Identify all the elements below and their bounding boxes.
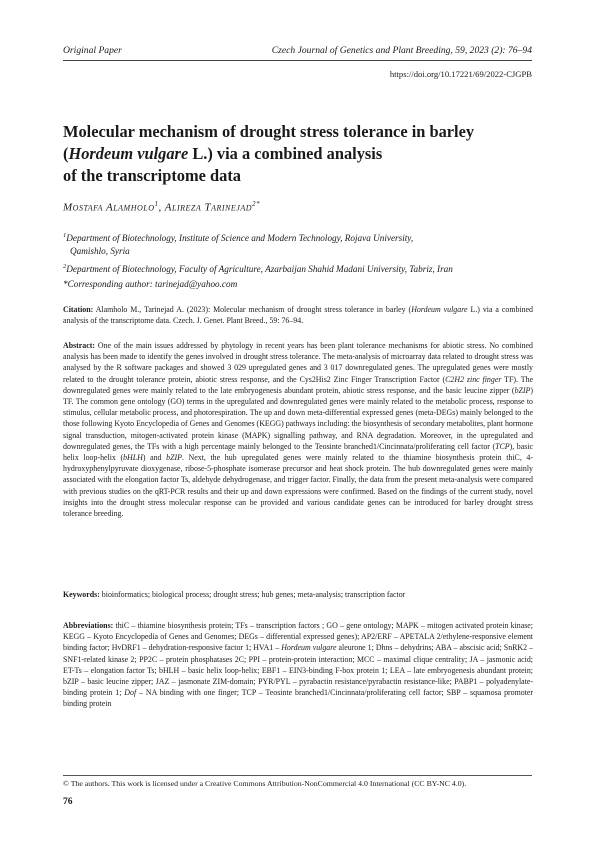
abbreviations-text-3: – NA binding with one finger; TCP – Teosinte branched1/Cincinnata/proliferating cell factor; SBP – squamosa promoter binding protein <box>63 688 533 709</box>
affiliation-2-number: 2 <box>63 263 67 270</box>
abstract-italic-3: TCP <box>495 441 510 451</box>
title-paren: ( <box>63 144 69 163</box>
affiliation-2 <box>63 260 533 276</box>
page-number: 76 <box>63 797 73 807</box>
abstract-text-4: ), basic helix loop-helix ( <box>63 441 533 463</box>
abbreviations-italic-2: Dof <box>124 688 137 698</box>
affiliation-1-line-2: Qamishlo, Syria <box>70 246 130 257</box>
title-line-2: L.) via a combined analysis <box>188 144 383 163</box>
abstract-italic-2: bZIP <box>514 385 531 395</box>
affiliation-1-line-1: Department of Biotechnology, Institute of Science and Modern Technology, Rojava University, <box>66 233 414 244</box>
citation-text-1: Alamholo M., Tarinejad A. (2023): Molecular mechanism of drought stress tolerance in barley ( <box>93 305 412 314</box>
author-1: Mostafa Alamholo <box>63 201 155 214</box>
abstract-italic-1: C2H2 zinc finger <box>445 374 502 384</box>
header-rule <box>63 60 532 61</box>
running-header <box>63 45 532 56</box>
citation-label: Citation: <box>63 305 94 314</box>
abstract-text-2: TF). The downregulated genes were mainly related to the late embryogenesis abundant protein, abiotic stress response, and the basic leucine zipper ( <box>63 374 533 395</box>
affiliation-2-text: Department of Biotechnology, Faculty of Agriculture, Azarbaijan Shahid Madani University, Tabriz, Iran <box>66 264 453 275</box>
abbreviations-italic-1: Hordeum vulgare <box>281 643 337 653</box>
affiliation-1 <box>63 229 533 258</box>
abbreviations-label: Abbreviations: <box>63 621 114 630</box>
journal-citation: Czech Journal of Genetics and Plant Breeding, 59, 2023 (2): 76–94 <box>271 45 532 56</box>
abstract-text-3: ) TF. The common gene ontology (GO) terms in the upregulated and downregulated genes were mainly related to the metabolic process, response to stimulus, cellular metabolic process, and photorespiration. The up and down meta-differential expressed genes (meta-DEGs) mainly belonged to the those following Kyoto Encyclopedia of Genes and Genomes (KEGG) pathways including: the biosynthesis of secondary metabolites, plant hormone signal transduction, mitogen-activated protein kinase (MAPK) signalling pathway, and RNA degradation. Moreover, in the upregulated and downregulated genes, the TFs with a high percentage mainly belonged to the Teosinte branched1/Cincinnata/proliferating cell factor ( <box>63 385 533 451</box>
title-species: Hordeum vulgare <box>68 144 189 163</box>
author-2: Alireza Tarinejad <box>164 201 252 214</box>
abbreviations-text-2: aleurone 1; Dhns – dehydrins; ABA – abscisic acid; SnRK2 – SNF1-related kinase 2; PP2C – protein phosphatases 2C; PPI – protein-protein interaction; MCC – maximal clique centrality; JA – jasmonic acid; ET-Ts – elongation factor Ts; bHLH – basic helix loop-helix; EBF1 – EIN3-binding F-box protein 1; LEA – late embryogenesis abundant protein; bZIP – basic leucine zipper; JAZ – jasmonate ZIM-domain; PYR/PYL – pyrabactin resistance/pyrabactin resistance-like; PABP1 – polyadenylate-binding protein 1; <box>63 643 533 698</box>
citation-text-2: L.) via a combined analysis of the transcriptome data. Czech. J. Genet. Plant Breed., 59: 76–94. <box>63 305 534 326</box>
corresponding-author: *Corresponding author: tarinejad@yahoo.com <box>63 279 238 289</box>
abstract-italic-4: bHLH <box>123 453 143 463</box>
author-2-affiliation: 2* <box>251 200 260 208</box>
abstract-italic-5: bZIP <box>166 453 182 463</box>
paper-title <box>63 121 533 187</box>
abbreviations-text-1: thiC – thiamine biosynthesis protein; TFs – transcription factors ; GO – gene ontology; MAPK – mitogen activated protein kinase; KEGG – Kyoto Encyclopedia of Genes and Genomes; DEGs – differential expressed genes); AP2/ERF – APETALA 2/ethylene-responsive element binding factor; HvDRF1 – dehydration-responsive factor 1; HVA1 – <box>63 621 533 653</box>
abstract-block <box>63 340 533 519</box>
title-line-3: of the transcriptome data <box>63 166 241 185</box>
author-list <box>63 200 260 214</box>
abstract-text-6: . Next, the hub upregulated genes were mainly related to the thiamine biosynthesis protein thiC, 4-hydroxyphenylpyruvate dioxygenase, ribose-5-phosphate isomerase precursor and heat shock protein. The hub downregulated genes were mainly associated with the elongation factor Ts, aldehyde dehydrogenase, and trigger factor. Finally, the data from the present meta-analysis were compared with previous studies on the qRT-PCR results and their up and down expressions were confirmed. Based on the findings of the current study, novel insights into the drought stress molecular response can be provided and various candidate genes can be introduced for barley drought stress tolerance breeding. <box>63 453 533 519</box>
citation-block <box>63 304 533 326</box>
abstract-label: Abstract: <box>63 341 95 350</box>
article-type: Original Paper <box>63 45 122 56</box>
title-line-1: Molecular mechanism of drought stress tolerance in barley <box>63 122 475 141</box>
author-1-affiliation: 1 <box>154 200 159 208</box>
citation-species: Hordeum vulgare <box>411 305 468 314</box>
abbreviations-block <box>63 620 533 710</box>
doi-link[interactable]: https://doi.org/10.17221/69/2022-CJGPB <box>389 69 532 79</box>
abstract-text-1: One of the main issues addressed by phytology in recent years has been plant tolerance mechanisms for abiotic stress. No combined analysis has been made to identify the genes involved in drought stress tolerance. The meta-analysis of microarray data related to drought stress was analysed by the R software packages and showed 3 029 upregulated genes and 3 017 downregulated genes. The upregulated genes were mostly related to the drought tolerance protein, abiotic stress response, and the Cys2His2 Zinc Finger Transcription Factor ( <box>63 341 533 384</box>
keywords-text: bioinformatics; biological process; drought stress; hub genes; meta-analysis; transcription factor <box>99 590 406 599</box>
license-notice: © The authors. This work is licensed under a Creative Commons Attribution-NonCommercial 4.0 International (CC BY-NC 4.0). <box>63 779 467 788</box>
abstract-text-5: ) and <box>142 453 167 463</box>
footer-rule <box>63 775 532 776</box>
keywords-label: Keywords: <box>63 590 100 599</box>
affiliation-1-number: 1 <box>63 232 67 239</box>
author-separator: , <box>158 201 165 214</box>
keywords-block <box>63 589 533 600</box>
